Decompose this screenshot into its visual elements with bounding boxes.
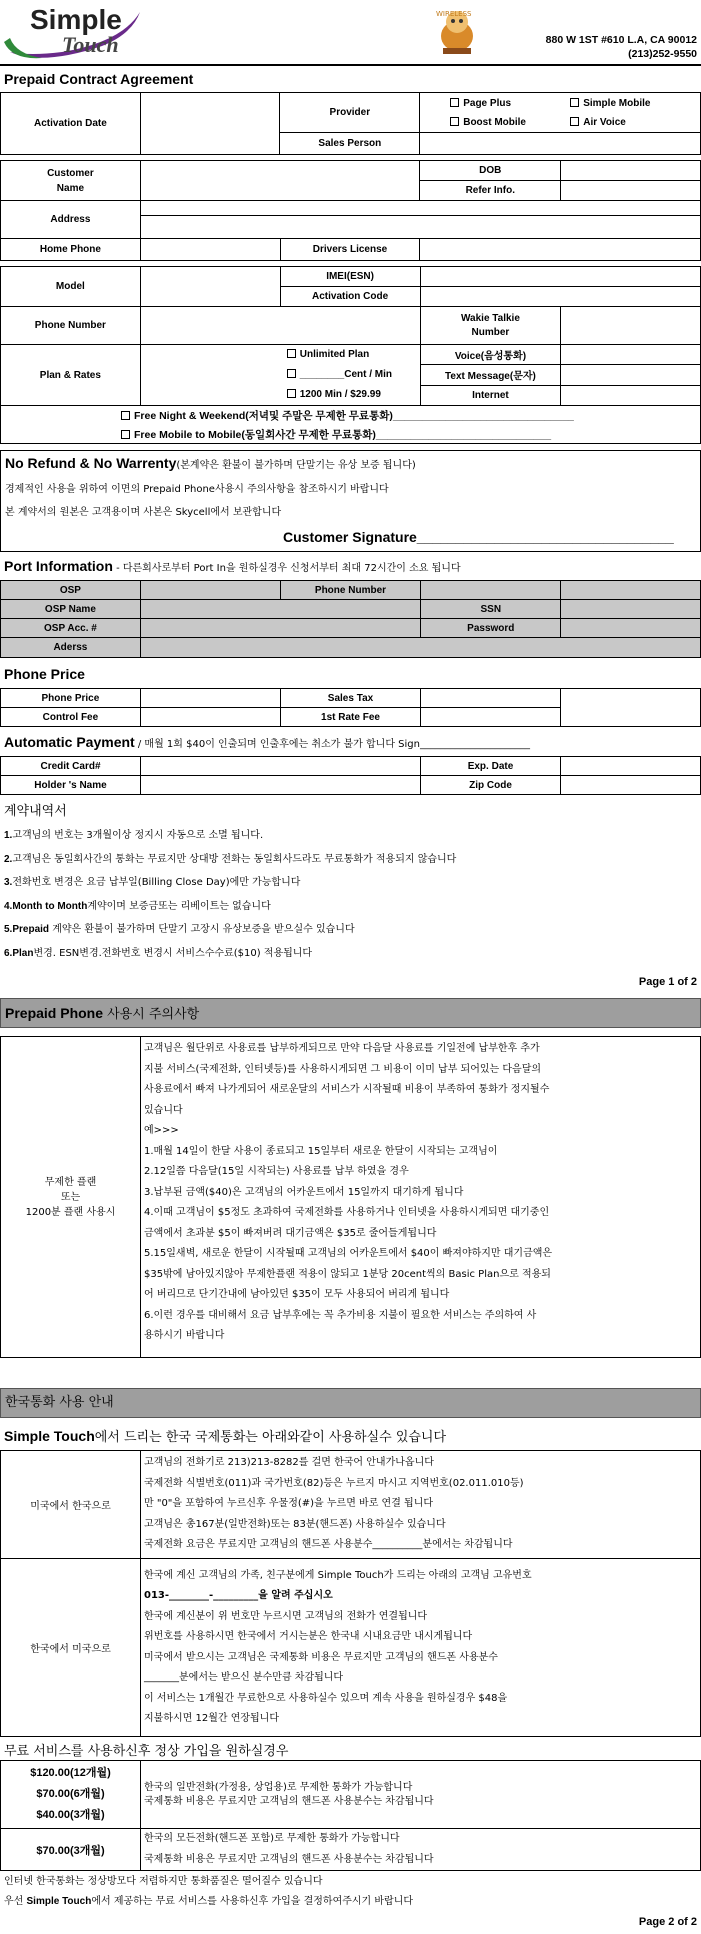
phone-price-title: Phone Price bbox=[4, 666, 85, 682]
terms-list bbox=[4, 824, 701, 965]
drivers-license-label: Drivers License bbox=[280, 239, 420, 261]
price-plan-a-desc: 한국의 일반전화(가정용, 상업용)로 무제한 통화가 가능합니다 국제통화 비용은 무료지만 고객님의 핸드폰 사용분수는 차감됩니다 bbox=[141, 1761, 701, 1829]
control-fee-label: Control Fee bbox=[1, 708, 141, 727]
port-address-label: Aderss bbox=[1, 638, 141, 658]
checkbox-icon bbox=[287, 389, 296, 398]
holder-name-field[interactable] bbox=[141, 776, 421, 795]
terms-item-4: 4.Month to Month계약이며 보증금또는 리베이트는 없습니다 bbox=[4, 900, 271, 912]
terms-item-3: 3.전화번호 변경은 요금 납부일(Billing Close Day)에만 가능합니다 bbox=[4, 877, 301, 888]
first-rate-fee-field[interactable] bbox=[421, 708, 561, 727]
terms-item-1: 1.고객님의 번호는 3개월이상 정지시 자동으로 소멸 됩니다. bbox=[4, 830, 264, 841]
price-plan-a: $120.00(12개월) $70.00(6개월) $40.00(3개월) bbox=[1, 1761, 141, 1829]
no-refund-note: (본계약은 환불이 불가하며 단말기는 유상 보증 됩니다) bbox=[176, 460, 416, 471]
osp-name-label: OSP Name bbox=[1, 600, 141, 619]
provider-options bbox=[420, 93, 701, 133]
osp-label: OSP bbox=[1, 581, 141, 600]
provider-air-voice[interactable]: Air Voice bbox=[570, 117, 626, 128]
logo-sub-text: Touch bbox=[62, 32, 119, 57]
no-refund-title: No Refund & No Warrenty bbox=[5, 455, 177, 471]
caution-title-rest: 사용시 주의사항 bbox=[103, 1007, 200, 1022]
dob-label: DOB bbox=[420, 161, 561, 181]
voice-field[interactable] bbox=[561, 345, 701, 365]
checkbox-icon bbox=[450, 98, 459, 107]
osp-field[interactable] bbox=[140, 581, 280, 600]
price-plan-b: $70.00(3개월) bbox=[1, 1829, 141, 1871]
exp-date-label: Exp. Date bbox=[421, 757, 561, 776]
phone-number-field[interactable] bbox=[140, 307, 420, 345]
refer-info-field[interactable] bbox=[561, 181, 701, 201]
plan-unlimited[interactable]: Unlimited Plan bbox=[287, 345, 420, 365]
zip-code-label: Zip Code bbox=[421, 776, 561, 795]
dob-field[interactable] bbox=[561, 161, 701, 181]
imei-label: IMEI(ESN) bbox=[280, 267, 420, 287]
home-phone-field[interactable] bbox=[140, 239, 280, 261]
free-options-box bbox=[0, 406, 701, 444]
page-header bbox=[0, 0, 701, 64]
korea-footer-2: 우선 Simple Touch에서 제공하는 무료 서비스를 사용하신후 가입을 결정하여주시기 바랍니다 bbox=[4, 1896, 414, 1907]
address-label: Address bbox=[1, 201, 141, 239]
korea-to-us-label: 한국에서 미국으로 bbox=[1, 1559, 141, 1737]
korea-call-bar: 한국통화 사용 안내 bbox=[0, 1388, 701, 1418]
customer-name-label: Customer Name bbox=[1, 161, 141, 201]
customer-signature[interactable]: Customer Signature_________________________________ bbox=[283, 529, 674, 545]
wireless-logo-text: WIRELESS bbox=[436, 10, 472, 18]
free-service-title: 무료 서비스를 사용하신후 정상 가입을 원하실경우 bbox=[4, 1744, 289, 1759]
address-field[interactable] bbox=[140, 201, 700, 239]
ssn-label: SSN bbox=[421, 600, 561, 619]
plan-options bbox=[140, 345, 420, 406]
free-night-weekend-option[interactable]: Free Night & Weekend(저녁및 주말은 무제한 무료통화)_______________________________ bbox=[121, 408, 574, 423]
sales-tax-field[interactable] bbox=[421, 689, 561, 708]
page-1-number: Page 1 of 2 bbox=[638, 976, 697, 988]
drivers-license-field[interactable] bbox=[420, 239, 701, 261]
terms-item-2: 2.고객님은 동일회사간의 통화는 무료지만 상대방 전화는 동일회사드라도 무료통화가 적용되지 않습니다 bbox=[4, 853, 457, 865]
contract-title: Prepaid Contract Agreement bbox=[4, 71, 194, 87]
refer-info-label: Refer Info. bbox=[420, 181, 561, 201]
sales-person-field[interactable] bbox=[420, 133, 701, 155]
first-rate-fee-label: 1st Rate Fee bbox=[280, 708, 421, 727]
activation-code-field[interactable] bbox=[420, 287, 700, 307]
checkbox-icon bbox=[121, 430, 130, 439]
port-phone-field[interactable] bbox=[421, 581, 561, 600]
credit-card-label: Credit Card# bbox=[1, 757, 141, 776]
store-phone: (213)252-9550 bbox=[628, 48, 697, 60]
caution-bar bbox=[0, 998, 701, 1028]
provider-simple-mobile[interactable]: Simple Mobile bbox=[570, 98, 650, 109]
auto-payment-heading bbox=[4, 734, 701, 750]
port-phone-field-2[interactable] bbox=[561, 581, 701, 600]
korea-footer-1: 인터넷 한국통화는 정상방모다 저렴하지만 통화품질은 떨어질수 있습니다 bbox=[4, 1876, 323, 1887]
terms-item-5: 5.Prepaid 계약은 환불이 불가하며 단말기 고장시 유상보증을 받으실수 있습니다 bbox=[4, 924, 355, 935]
osp-acc-label: OSP Acc. # bbox=[1, 619, 141, 638]
terms-title: 계약내역서 bbox=[4, 804, 67, 819]
activation-date-label: Activation Date bbox=[1, 93, 141, 155]
phone-price-table bbox=[0, 688, 701, 727]
no-refund-box bbox=[0, 450, 701, 552]
plan-1200-min[interactable]: 1200 Min / $29.99 bbox=[287, 385, 420, 405]
customer-name-field[interactable] bbox=[140, 161, 420, 201]
port-info-title: Port Information bbox=[4, 558, 113, 574]
control-fee-field[interactable] bbox=[140, 708, 280, 727]
model-label: Model bbox=[1, 267, 141, 307]
walkie-talkie-label: Wakie Talkie Number bbox=[420, 307, 561, 345]
plan-table bbox=[0, 266, 701, 406]
plan-rates-label: Plan & Rates bbox=[1, 345, 141, 406]
plan-cent-per-min[interactable]: ________Cent / Min bbox=[287, 365, 420, 385]
price-plan-table bbox=[0, 1760, 701, 1871]
port-info-heading bbox=[4, 558, 701, 574]
phone-price-label: Phone Price bbox=[1, 689, 141, 708]
internet-label: Internet bbox=[420, 385, 561, 405]
text-message-label: Text Message(문자) bbox=[420, 365, 561, 385]
port-info-note: - 다른회사로부터 Port In을 원하실경우 신청서부터 최대 72시간이 소요 됩니다 bbox=[112, 563, 461, 574]
model-field[interactable] bbox=[140, 267, 280, 307]
caution-title-bold: Prepaid Phone bbox=[5, 1005, 104, 1021]
home-phone-label: Home Phone bbox=[1, 239, 141, 261]
phone-number-label: Phone Number bbox=[1, 307, 141, 345]
port-table bbox=[0, 580, 701, 658]
osp-acc-field[interactable] bbox=[140, 619, 421, 638]
customer-table bbox=[0, 160, 701, 261]
price-plan-b-desc: 한국의 모든전화(핸드폰 포함)로 무제한 통화가 가능합니다 국제통화 비용은 무료지만 고객님의 핸드폰 사용분수는 차감됩니다 bbox=[141, 1829, 701, 1871]
password-label: Password bbox=[421, 619, 561, 638]
logo-main-text: Simple bbox=[30, 4, 122, 35]
credit-card-field[interactable] bbox=[141, 757, 421, 776]
checkbox-icon bbox=[570, 117, 579, 126]
password-field[interactable] bbox=[561, 619, 701, 638]
free-mobile-to-mobile-option[interactable]: Free Mobile to Mobile(동일회사간 무제한 무료통화)______________________________ bbox=[121, 427, 551, 442]
phone-price-field[interactable] bbox=[140, 689, 280, 708]
us-to-korea-text: 고객님의 전화기로 213)213-8282를 걸면 한국어 안내가나옵니다 국제전화 식별번호(011)과 국가번호(82)등은 누르지 마시고 지역번호(02.011.010등) 만 "0"을 포함하여 누르신후 우물정(#)을 누르면 바로 연결 됩니다 고객님은 총167분(일반전화)또는 83분(핸드폰) 사용하실수 있습니다 국제전화 요금은 무료지만 고객님의 핸드폰 사용분수__________분에서는 차감됩니다 bbox=[141, 1451, 701, 1559]
text-message-field[interactable] bbox=[561, 365, 701, 385]
internet-field[interactable] bbox=[561, 385, 701, 405]
ssn-field[interactable] bbox=[561, 600, 701, 619]
provider-boost-mobile[interactable]: Boost Mobile bbox=[450, 117, 570, 128]
caution-text: 고객님은 월단위로 사용료를 납부하게되므로 만약 다음달 사용료를 기일전에 납부한후 추가 지불 서비스(국제전화, 인터넷등)를 사용하시게되면 그 비용이 이미 납부 되어있는 다음달의 사용료에서 빠져 나가게되어 새로운달의 서비스가 시작될때 비용이 부족하여 통화가 정지될수 있습니다 예>>> 1.매월 14일이 한달 사용이 종료되고 15일부터 새로운 한달이 시작되는 고객님이 2.12일쯤 다음달(15일 시작되는) 사용료를 납부 하였을 경우 3.납부된 금액($40)은 고객님의 어카운트에서 15일까지 대기하게 됩니다 4.이때 고객님이 $5정도 초과하여 국제전화를 사용하거나 인터넷을 사용하시게되면 대기중인 금액에서 초과분 $5이 빠져버려 대기금액은 $35로 줄어들게됩니다 5.15일새벽, 새로운 한달이 시작될때 고객님의 어카운트에서 $40이 빠져야하지만 대기금액은 $35밖에 남아있지않아 무제한플랜 적용이 않되고 1분당 20cent씩의 Basic Plan으로 적용되 어 버리므로 단기간내에 남아있던 $35이 모두 사용되어 버리게 됩니다 6.이런 경우를 대비해서 요금 납부후에는 꼭 추가비용 지불이 필요한 서비스는 주의하여 사 용하시기 바랍니다 bbox=[141, 1037, 701, 1358]
page-2-number: Page 2 of 2 bbox=[638, 1916, 697, 1928]
zip-code-field[interactable] bbox=[561, 776, 701, 795]
activation-table bbox=[0, 92, 701, 155]
port-phone-label: Phone Number bbox=[280, 581, 421, 600]
refund-line-2: 본 계약서의 원본은 고객용이며 사본은 Skycell에서 보관합니다 bbox=[5, 507, 282, 518]
korea-call-headline: Simple Touch에서 드리는 한국 국제통화는 아래와같이 사용하실수 있습니다 bbox=[4, 1428, 447, 1445]
simple-touch-logo bbox=[2, 2, 144, 60]
terms-item-6: 6.Plan변경. ESN변경.전화번호 변경시 서비스수수료($10) 적용됩니다 bbox=[4, 947, 313, 959]
us-to-korea-label: 미국에서 한국으로 bbox=[1, 1451, 141, 1559]
header-divider bbox=[0, 64, 701, 66]
activation-code-label: Activation Code bbox=[280, 287, 420, 307]
korea-to-us-text: 한국에 계신 고객님의 가족, 친구분에게 Simple Touch가 드리는 아래의 고객님 고유번호 013-________-_________을 알려 주십시오 한국에 계신분이 위 번호만 누르시면 고객님의 전화가 연결됩니다 위번호를 사용하시면 한국에서 거시는분은 한국내 시내요금만 내시게됩니다 미국에서 받으시는 고객님은 국제통화 비용은 무료지만 고객님의 핸드폰 사용분수 _______분에서는 받으신 분수만큼 차감됩니다 이 서비스는 1개월간 무료한으로 사용하실수 있으며 계속 사용을 원하실경우 $48을 지불하시면 12월간 연장됩니다 bbox=[141, 1559, 701, 1737]
voice-label: Voice(음성통화) bbox=[420, 345, 561, 365]
provider-label: Provider bbox=[280, 93, 420, 133]
wireless-logo bbox=[428, 2, 486, 58]
activation-date-field[interactable] bbox=[140, 93, 280, 155]
caution-plan-label: 무제한 플랜 또는 1200분 플랜 사용시 bbox=[1, 1037, 141, 1358]
sales-tax-label: Sales Tax bbox=[280, 689, 421, 708]
refund-line-1: 경제적인 사용을 위하여 이면의 Prepaid Phone사용시 주의사항을 참조하시기 바랍니다 bbox=[5, 484, 389, 495]
korea-call-table bbox=[0, 1450, 701, 1737]
provider-page-plus[interactable]: Page Plus bbox=[450, 98, 570, 109]
port-address-field[interactable] bbox=[140, 638, 700, 658]
store-address: 880 W 1ST #610 L.A, CA 90012 bbox=[545, 34, 697, 46]
phone-price-total-field[interactable] bbox=[561, 689, 701, 727]
auto-payment-title: Automatic Payment bbox=[4, 734, 135, 750]
checkbox-icon bbox=[450, 117, 459, 126]
sales-person-label: Sales Person bbox=[280, 133, 420, 155]
holder-name-label: Holder 's Name bbox=[1, 776, 141, 795]
walkie-talkie-field[interactable] bbox=[561, 307, 701, 345]
checkbox-icon bbox=[287, 349, 296, 358]
auto-payment-note: / 매월 1회 $40이 인출되며 인출후에는 취소가 불가 합니다 Sign______________________ bbox=[134, 739, 530, 750]
osp-name-field[interactable] bbox=[140, 600, 421, 619]
imei-field[interactable] bbox=[420, 267, 700, 287]
auto-payment-table bbox=[0, 756, 701, 795]
checkbox-icon bbox=[287, 369, 296, 378]
caution-table bbox=[0, 1036, 701, 1358]
checkbox-icon bbox=[570, 98, 579, 107]
exp-date-field[interactable] bbox=[561, 757, 701, 776]
checkbox-icon bbox=[121, 411, 130, 420]
